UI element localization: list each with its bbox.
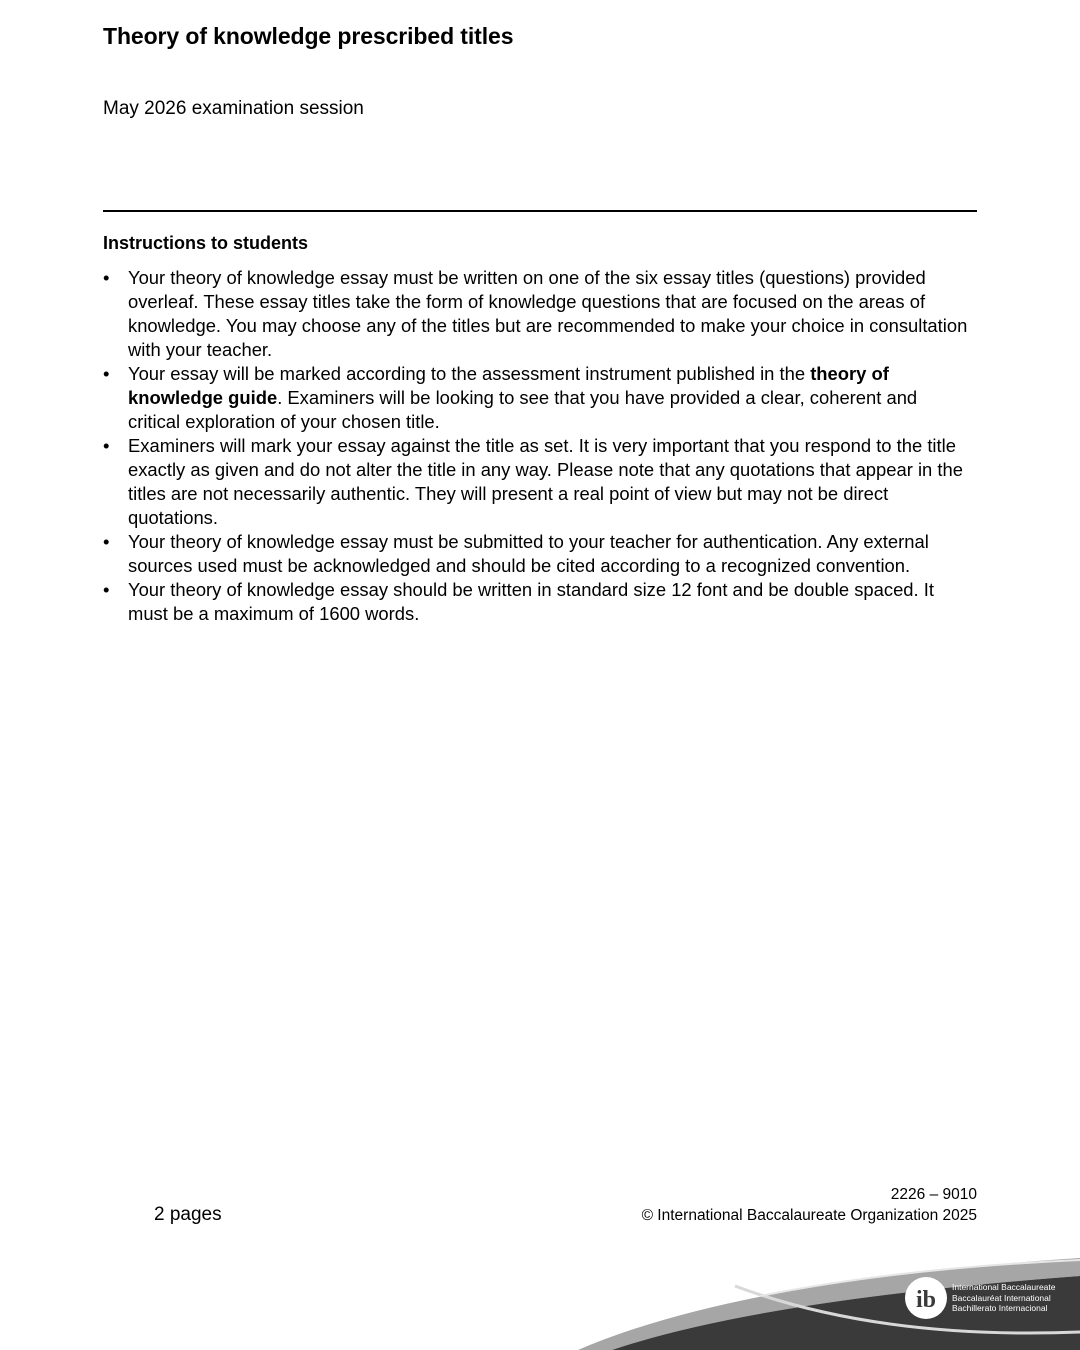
instruction-item	[103, 578, 971, 626]
ib-logo-text	[952, 1282, 1056, 1314]
copyright: © International Baccalaureate Organization 2025	[641, 1207, 977, 1224]
bullet: •	[103, 531, 110, 552]
instruction-text: . Examiners will be looking to see that you have provided a clear, coherent and critical exploration of your chosen title.	[128, 387, 918, 432]
page-count: 2 pages	[154, 1204, 222, 1225]
bullet: •	[103, 363, 110, 384]
instruction-text: Your theory of knowledge essay must be written on one of the six essay titles (questions) provided overleaf. These essay titles take the form of knowledge questions that are focused on the areas of knowledge. You may choose any of the titles but are recommended to make your choice in consultation with your teacher.	[128, 267, 968, 360]
ib-banner	[0, 1250, 1080, 1350]
instruction-item	[103, 362, 971, 434]
instruction-text: Your essay will be marked according to the assessment instrument published in the	[128, 363, 811, 384]
instruction-text: Your theory of knowledge essay should be written in standard size 12 font and be double spaced. It must be a maximum of 1600 words.	[128, 579, 934, 624]
instruction-item	[103, 530, 971, 578]
guide-reference: theory of knowledge guide	[128, 363, 889, 408]
divider	[103, 210, 977, 212]
paper-code: 2226 – 9010	[890, 1186, 977, 1203]
bullet: •	[103, 579, 110, 600]
ib-logo-mark: ib	[915, 1287, 937, 1313]
instruction-item	[103, 266, 971, 362]
instruction-item	[103, 434, 971, 530]
ib-logo-icon	[905, 1277, 947, 1319]
instruction-text: Examiners will mark your essay against the title as set. It is very important that you respond to the title exactly as given and do not alter the title in any way. Please note that any quotations that appear in the titles are not necessarily authentic. They will present a real point of view but may not be direct quotations.	[128, 435, 963, 528]
exam-session: May 2026 examination session	[103, 98, 364, 119]
bullet: •	[103, 267, 110, 288]
logo-line-fr: Baccalauréat International	[952, 1292, 1051, 1303]
logo-line-es: Bachillerato Internacional	[952, 1303, 1048, 1313]
instructions-heading: Instructions to students	[103, 233, 309, 253]
bullet: •	[103, 435, 110, 456]
footer-meta	[642, 1184, 977, 1226]
instructions-list	[103, 266, 971, 626]
instruction-text: Your theory of knowledge essay must be submitted to your teacher for authentication. Any external sources used must be acknowledged and should be cited according to a recognized convention.	[128, 531, 929, 576]
page-title: Theory of knowledge prescribed titles	[103, 23, 514, 49]
logo-line-en: International Baccalaureate	[952, 1282, 1056, 1292]
